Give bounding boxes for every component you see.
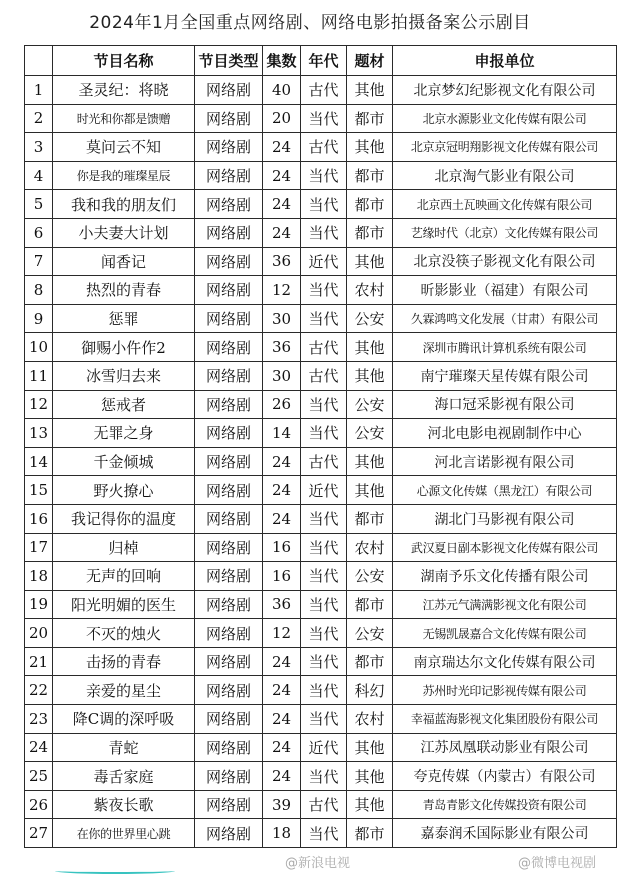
program-type: 网络剧	[195, 705, 263, 734]
era: 当代	[301, 533, 347, 562]
episode-count: 20	[263, 104, 301, 133]
program-type: 网络剧	[195, 333, 263, 362]
applicant-unit: 江苏凤凰联动影业有限公司	[393, 733, 617, 762]
theme: 农村	[347, 705, 393, 734]
program-name: 阳光明媚的医生	[53, 590, 195, 619]
episode-count: 24	[263, 705, 301, 734]
watermark-weibo-drama: @微博电视剧	[518, 856, 597, 871]
theme: 公安	[347, 619, 393, 648]
roster-table	[24, 45, 617, 848]
program-type: 网络剧	[195, 76, 263, 105]
row-index: 12	[25, 390, 53, 419]
episode-count: 24	[263, 676, 301, 705]
era: 古代	[301, 76, 347, 105]
applicant-unit: 深圳市腾讯计算机系统有限公司	[393, 333, 617, 362]
program-name: 亲爱的星尘	[53, 676, 195, 705]
program-name: 紫夜长歌	[53, 790, 195, 819]
program-name: 降C调的深呼吸	[53, 705, 195, 734]
program-name: 冰雪归去来	[53, 361, 195, 390]
era: 当代	[301, 647, 347, 676]
applicant-unit: 河北言诺影视有限公司	[393, 447, 617, 476]
program-name: 无声的回响	[53, 562, 195, 591]
episode-count: 39	[263, 790, 301, 819]
era: 当代	[301, 276, 347, 305]
program-name: 惩罪	[53, 304, 195, 333]
applicant-unit: 嘉泰润禾国际影业有限公司	[393, 819, 617, 848]
episode-count: 24	[263, 447, 301, 476]
header-row	[25, 46, 617, 76]
roster-body	[25, 76, 617, 848]
row-index: 21	[25, 647, 53, 676]
row-index: 27	[25, 819, 53, 848]
era: 古代	[301, 361, 347, 390]
applicant-unit: 北京京冠明翔影视文化传媒有限公司	[393, 133, 617, 162]
row-index: 10	[25, 333, 53, 362]
table-row	[25, 104, 617, 133]
row-index: 18	[25, 562, 53, 591]
episode-count: 36	[263, 590, 301, 619]
episode-count: 30	[263, 304, 301, 333]
applicant-unit: 北京西土瓦映画文化传媒有限公司	[393, 190, 617, 219]
theme: 都市	[347, 819, 393, 848]
page-title: 2024年1月全国重点网络剧、网络电影拍摄备案公示剧目	[89, 13, 531, 33]
row-index: 14	[25, 447, 53, 476]
theme: 公安	[347, 390, 393, 419]
theme: 其他	[347, 133, 393, 162]
episode-count: 12	[263, 619, 301, 648]
program-type: 网络剧	[195, 419, 263, 448]
episode-count: 40	[263, 76, 301, 105]
applicant-unit: 海口冠采影视有限公司	[393, 390, 617, 419]
program-type: 网络剧	[195, 733, 263, 762]
era: 当代	[301, 762, 347, 791]
program-type: 网络剧	[195, 819, 263, 848]
program-name: 我记得你的温度	[53, 504, 195, 533]
theme: 都市	[347, 218, 393, 247]
program-type: 网络剧	[195, 218, 263, 247]
column-header-name: 节目名称	[53, 46, 195, 76]
applicant-unit: 无锡凯晟嘉合文化传媒有限公司	[393, 619, 617, 648]
applicant-unit: 江苏元气满满影视文化有限公司	[393, 590, 617, 619]
table-row	[25, 590, 617, 619]
column-header-type: 节目类型	[195, 46, 263, 76]
column-header-index	[25, 46, 53, 76]
program-type: 网络剧	[195, 562, 263, 591]
episode-count: 16	[263, 562, 301, 591]
table-row	[25, 304, 617, 333]
episode-count: 24	[263, 504, 301, 533]
program-type: 网络剧	[195, 304, 263, 333]
applicant-unit: 青岛青影文化传媒投资有限公司	[393, 790, 617, 819]
program-name: 小夫妻大计划	[53, 218, 195, 247]
program-type: 网络剧	[195, 647, 263, 676]
program-name: 无罪之身	[53, 419, 195, 448]
row-index: 4	[25, 161, 53, 190]
program-type: 网络剧	[195, 590, 263, 619]
row-index: 24	[25, 733, 53, 762]
era: 当代	[301, 304, 347, 333]
era: 当代	[301, 390, 347, 419]
row-index: 5	[25, 190, 53, 219]
theme: 科幻	[347, 676, 393, 705]
table-row	[25, 562, 617, 591]
applicant-unit: 南京瑞达尔文化传媒有限公司	[393, 647, 617, 676]
row-index: 16	[25, 504, 53, 533]
era: 近代	[301, 247, 347, 276]
program-name: 闻香记	[53, 247, 195, 276]
theme: 公安	[347, 562, 393, 591]
applicant-unit: 武汉夏日副本影视文化传媒有限公司	[393, 533, 617, 562]
table-row	[25, 161, 617, 190]
episode-count: 12	[263, 276, 301, 305]
era: 古代	[301, 133, 347, 162]
episode-count: 24	[263, 733, 301, 762]
table-row	[25, 705, 617, 734]
program-name: 御赐小仵作2	[53, 333, 195, 362]
applicant-unit: 北京淘气影业有限公司	[393, 161, 617, 190]
column-header-unit: 申报单位	[393, 46, 617, 76]
highlight-underline	[55, 868, 175, 874]
theme: 其他	[347, 76, 393, 105]
row-index: 11	[25, 361, 53, 390]
row-index: 22	[25, 676, 53, 705]
program-name: 毒舌家庭	[53, 762, 195, 791]
row-index: 20	[25, 619, 53, 648]
table-row	[25, 133, 617, 162]
program-name: 热烈的青春	[53, 276, 195, 305]
applicant-unit: 湖南予乐文化传播有限公司	[393, 562, 617, 591]
applicant-unit: 心源文化传媒（黑龙江）有限公司	[393, 476, 617, 505]
program-type: 网络剧	[195, 390, 263, 419]
program-type: 网络剧	[195, 361, 263, 390]
row-index: 2	[25, 104, 53, 133]
applicant-unit: 北京水源影业文化传媒有限公司	[393, 104, 617, 133]
episode-count: 24	[263, 161, 301, 190]
episode-count: 24	[263, 476, 301, 505]
program-name: 圣灵纪：将晓	[53, 76, 195, 105]
theme: 其他	[347, 247, 393, 276]
row-index: 8	[25, 276, 53, 305]
theme: 其他	[347, 361, 393, 390]
theme: 公安	[347, 304, 393, 333]
era: 当代	[301, 218, 347, 247]
table-row	[25, 476, 617, 505]
program-type: 网络剧	[195, 619, 263, 648]
row-index: 19	[25, 590, 53, 619]
table-row	[25, 190, 617, 219]
watermark-sina-tv: @新浪电视	[285, 856, 351, 871]
era: 当代	[301, 705, 347, 734]
era: 古代	[301, 333, 347, 362]
row-index: 13	[25, 419, 53, 448]
theme: 都市	[347, 104, 393, 133]
theme: 其他	[347, 333, 393, 362]
program-type: 网络剧	[195, 247, 263, 276]
program-name: 青蛇	[53, 733, 195, 762]
episode-count: 18	[263, 819, 301, 848]
program-type: 网络剧	[195, 790, 263, 819]
program-type: 网络剧	[195, 276, 263, 305]
table-row	[25, 647, 617, 676]
program-type: 网络剧	[195, 190, 263, 219]
episode-count: 24	[263, 133, 301, 162]
program-type: 网络剧	[195, 476, 263, 505]
table-row	[25, 361, 617, 390]
era: 当代	[301, 419, 347, 448]
theme: 农村	[347, 276, 393, 305]
table-row	[25, 76, 617, 105]
theme: 都市	[347, 190, 393, 219]
table-row	[25, 419, 617, 448]
theme: 都市	[347, 161, 393, 190]
era: 当代	[301, 590, 347, 619]
program-type: 网络剧	[195, 504, 263, 533]
episode-count: 36	[263, 333, 301, 362]
program-name: 我和我的朋友们	[53, 190, 195, 219]
column-header-era: 年代	[301, 46, 347, 76]
applicant-unit: 夸克传媒（内蒙古）有限公司	[393, 762, 617, 791]
applicant-unit: 苏州时光印记影视传媒有限公司	[393, 676, 617, 705]
episode-count: 30	[263, 361, 301, 390]
era: 当代	[301, 819, 347, 848]
row-index: 15	[25, 476, 53, 505]
column-header-theme: 题材	[347, 46, 393, 76]
applicant-unit: 北京梦幻纪影视文化有限公司	[393, 76, 617, 105]
row-index: 23	[25, 705, 53, 734]
table-row	[25, 276, 617, 305]
era: 近代	[301, 733, 347, 762]
program-type: 网络剧	[195, 104, 263, 133]
program-name: 在你的世界里心跳	[53, 819, 195, 848]
theme: 其他	[347, 476, 393, 505]
program-type: 网络剧	[195, 762, 263, 791]
row-index: 3	[25, 133, 53, 162]
table-row	[25, 619, 617, 648]
era: 近代	[301, 476, 347, 505]
table-row	[25, 676, 617, 705]
applicant-unit: 昕影影业（福建）有限公司	[393, 276, 617, 305]
program-name: 莫问云不知	[53, 133, 195, 162]
era: 当代	[301, 676, 347, 705]
program-name: 野火撩心	[53, 476, 195, 505]
row-index: 25	[25, 762, 53, 791]
applicant-unit: 南宁璀璨天星传媒有限公司	[393, 361, 617, 390]
program-name: 千金倾城	[53, 447, 195, 476]
table-row	[25, 504, 617, 533]
table-row	[25, 790, 617, 819]
row-index: 17	[25, 533, 53, 562]
era: 当代	[301, 104, 347, 133]
program-name: 你是我的璀璨星辰	[53, 161, 195, 190]
row-index: 26	[25, 790, 53, 819]
table-row	[25, 447, 617, 476]
applicant-unit: 幸福蓝海影视文化集团股份有限公司	[393, 705, 617, 734]
table-row	[25, 218, 617, 247]
table-row	[25, 733, 617, 762]
applicant-unit: 北京没筷子影视文化有限公司	[393, 247, 617, 276]
theme: 农村	[347, 533, 393, 562]
episode-count: 26	[263, 390, 301, 419]
row-index: 6	[25, 218, 53, 247]
episode-count: 14	[263, 419, 301, 448]
era: 当代	[301, 619, 347, 648]
applicant-unit: 久霖鸿鸣文化发展（甘肃）有限公司	[393, 304, 617, 333]
table-row	[25, 819, 617, 848]
episode-count: 16	[263, 533, 301, 562]
era: 当代	[301, 504, 347, 533]
theme: 其他	[347, 733, 393, 762]
theme: 都市	[347, 590, 393, 619]
episode-count: 24	[263, 190, 301, 219]
program-type: 网络剧	[195, 676, 263, 705]
program-type: 网络剧	[195, 447, 263, 476]
episode-count: 24	[263, 762, 301, 791]
theme: 公安	[347, 419, 393, 448]
applicant-unit: 湖北门马影视有限公司	[393, 504, 617, 533]
episode-count: 24	[263, 218, 301, 247]
row-index: 7	[25, 247, 53, 276]
table-row	[25, 533, 617, 562]
program-name: 归棹	[53, 533, 195, 562]
table-row	[25, 390, 617, 419]
theme: 其他	[347, 762, 393, 791]
applicant-unit: 艺缘时代（北京）文化传媒有限公司	[393, 218, 617, 247]
theme: 都市	[347, 647, 393, 676]
program-name: 击扬的青春	[53, 647, 195, 676]
era: 当代	[301, 161, 347, 190]
era: 当代	[301, 562, 347, 591]
table-row	[25, 247, 617, 276]
column-header-episodes: 集数	[263, 46, 301, 76]
row-index: 9	[25, 304, 53, 333]
theme: 都市	[347, 504, 393, 533]
era: 古代	[301, 447, 347, 476]
theme: 其他	[347, 790, 393, 819]
applicant-unit: 河北电影电视剧制作中心	[393, 419, 617, 448]
theme: 其他	[347, 447, 393, 476]
era: 古代	[301, 790, 347, 819]
program-name: 不灭的烛火	[53, 619, 195, 648]
program-type: 网络剧	[195, 161, 263, 190]
table-row	[25, 762, 617, 791]
program-name: 惩戒者	[53, 390, 195, 419]
program-name: 时光和你都是馈赠	[53, 104, 195, 133]
program-type: 网络剧	[195, 533, 263, 562]
episode-count: 24	[263, 647, 301, 676]
era: 当代	[301, 190, 347, 219]
row-index: 1	[25, 76, 53, 105]
episode-count: 36	[263, 247, 301, 276]
program-type: 网络剧	[195, 133, 263, 162]
table-row	[25, 333, 617, 362]
